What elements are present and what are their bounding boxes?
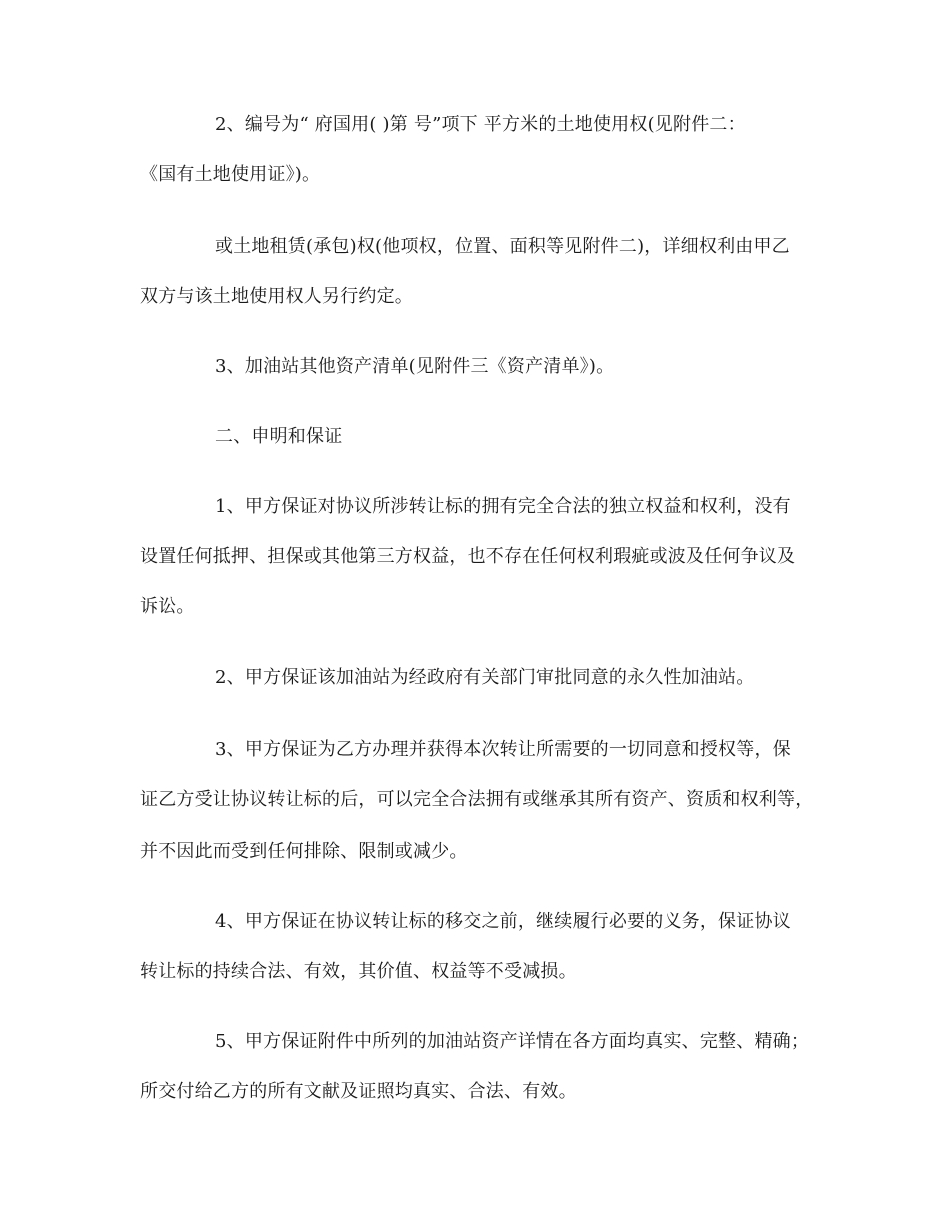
clause-4-line-1: 4、甲方保证在协议转让标的移交之前，继续履行必要的义务，保证协议 — [215, 911, 791, 932]
other-assets-line: 3、加油站其他资产清单(见附件三《资产清单》)。 — [215, 356, 615, 377]
clause-3-line-1: 3、甲方保证为乙方办理并获得本次转让所需要的一切同意和授权等，保 — [215, 739, 791, 760]
clause-1-line-1: 1、甲方保证对协议所涉转让标的拥有完全合法的独立权益和权利，没有 — [215, 496, 791, 517]
clause-1-line-3: 诉讼。 — [140, 596, 195, 617]
section-heading-declarations: 二、申明和保证 — [215, 426, 343, 447]
land-lease-line-1: 或土地租赁(承包)权(他项权，位置、面积等见附件二)，详细权利由甲乙 — [215, 236, 790, 257]
clause-3-line-2: 证乙方受让协议转让标的后，可以完全合法拥有或继承其所有资产、资质和权利等， — [140, 789, 814, 810]
clause-5-line-1: 5、甲方保证附件中所列的加油站资产详情在各方面均真实、完整、精确； — [215, 1031, 810, 1052]
land-use-right-line-2: 《国有土地使用证》)。 — [140, 164, 321, 185]
clause-1-line-2: 设置任何抵押、担保或其他第三方权益，也不存在任何权利瑕疵或波及任何争议及 — [140, 546, 796, 567]
clause-5-line-2: 所交付给乙方的所有文献及证照均真实、合法、有效。 — [140, 1081, 577, 1102]
land-lease-line-2: 双方与该土地使用权人另行约定。 — [140, 286, 413, 307]
land-use-right-line-1: 2、编号为“ 府国用( )第 号”项下 平方米的土地使用权(见附件二： — [215, 114, 746, 135]
clause-3-line-3: 并不因此而受到任何排除、限制或减少。 — [140, 841, 468, 862]
clause-4-line-2: 转让标的持续合法、有效，其价值、权益等不受减损。 — [140, 961, 577, 982]
clause-2-line: 2、甲方保证该加油站为经政府有关部门审批同意的永久性加油站。 — [215, 667, 755, 688]
